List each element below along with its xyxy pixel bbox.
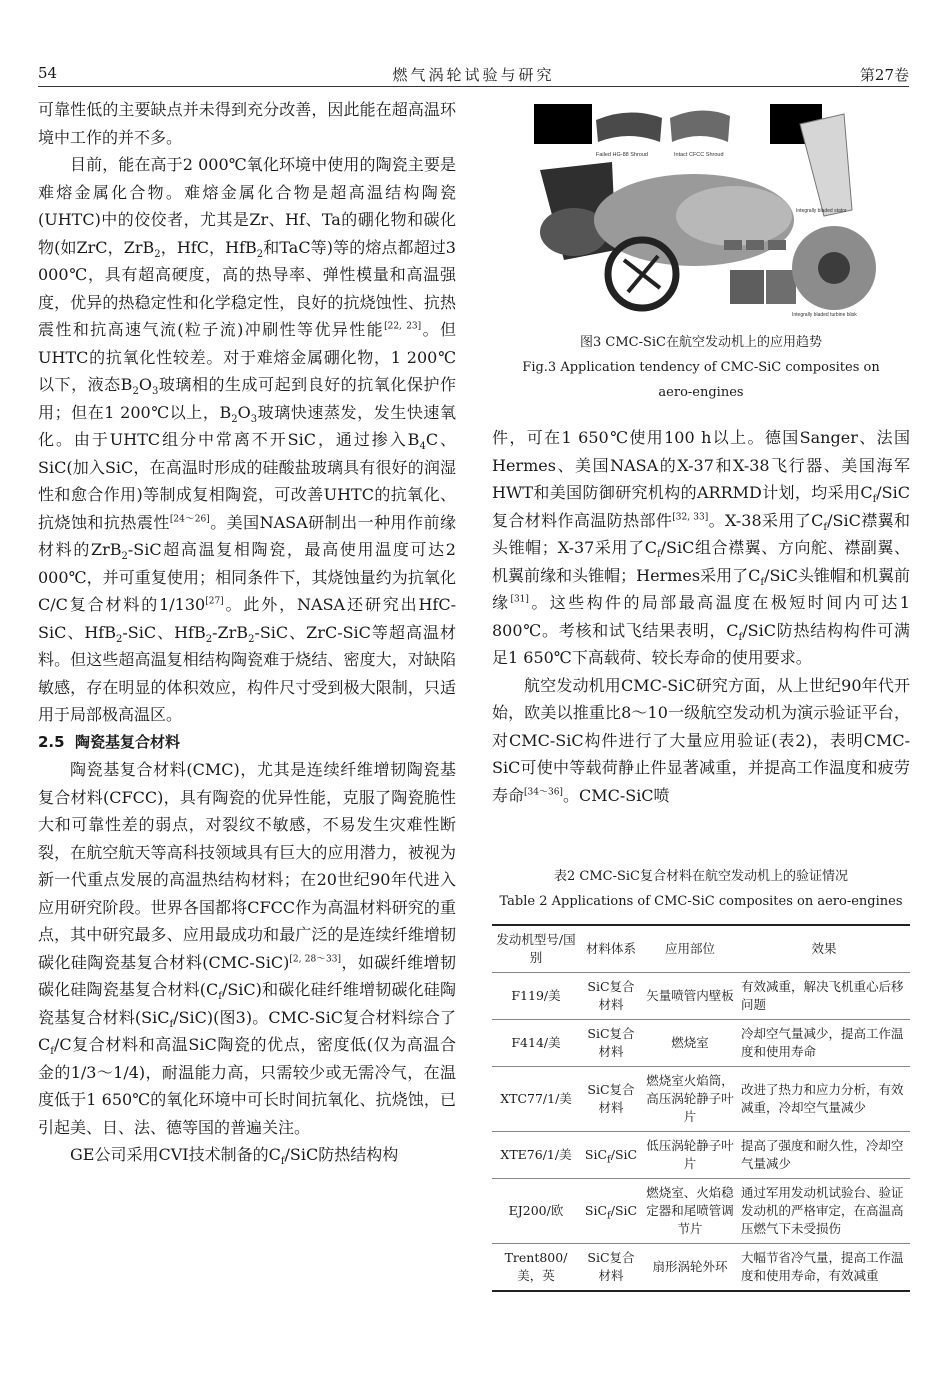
citation: [24～26] (169, 514, 210, 525)
black-box (534, 104, 592, 144)
table-header-row (492, 925, 910, 973)
table-cell: SiC复合材料 (580, 973, 642, 1020)
table-cell: F119/美 (492, 973, 580, 1020)
figure-caption (492, 330, 910, 405)
figure-3-collage (534, 100, 910, 320)
figure-3-image (534, 100, 910, 320)
left-column (38, 96, 456, 1169)
paragraph: 可靠性低的主要缺点并未得到充分改善，因此能在超高温环境中工作的并不多。 (38, 100, 456, 147)
tile-shape (766, 270, 796, 304)
citation: [22, 23] (384, 321, 422, 332)
table-cell: 提高了强度和耐久性，冷却空气量减少 (738, 1132, 910, 1179)
figure-label: Integrally bladed stator (796, 208, 847, 214)
page-number: 54 (38, 64, 58, 82)
failed-shroud-shape (596, 112, 662, 142)
table-cell: 燃烧室 (642, 1020, 738, 1067)
table-cell: XTE76/1/美 (492, 1132, 580, 1179)
table-caption (492, 864, 910, 914)
table-cell: 冷却空气量减少，提高工作温度和使用寿命 (738, 1020, 910, 1067)
figure-label: Failed HG-88 Shroud (596, 152, 648, 158)
paragraph: GE公司采用CVI技术制备的$C_f$/SiC防热结构构 (70, 1145, 399, 1168)
journal-title: 燃气涡轮试验与研究 (392, 66, 555, 84)
paragraph: 目前，能在高于2 000℃氧化环境中使用的陶瓷主要是难熔金属化合物。难熔金属化合物是超高温结构陶瓷(UHTC)中的佼佼者，尤其是Zr、Hf、Ta的硼化物和碳化物(如ZrC，ZrB$_2$，HfC，HfB$_2$和TaC等)等的熔点都超过3 000℃，具有超高硬度，高的热导率、弹性模量和高温强度，优异的热稳定性和化学稳定性，良好的抗烧蚀性、抗热震性和抗高速气流(粒子流)冲刷性等优异性能[22, 23]。但UHTC的抗氧化性较差。对于难熔金属硼化物，1 200℃以下，液态$B_2O_3$玻璃相的生成可起到良好的抗氧化保护作用；但在1 200℃以上，$B_2O_3$玻璃快速蒸发，发生快速氧化。由于UHTC组分中常离不开SiC，通过掺入$B_4C$、SiC(加入SiC，在高温时形成的硅酸盐玻璃具有很好的润湿性和愈合作用)等制成复相陶瓷，可改善UHTC的抗氧化、抗烧蚀和抗热震性[24～26]。美国NASA研制出一种用作前缘材料的ZrB$_2$-SiC超高温复相陶瓷，最高使用温度可达2 000℃，并可重复使用；相同条件下，其烧蚀量约为抗氧化C/C复合材料的1/130[27]。此外，NASA还研究出HfC-SiC、HfB$_2$-SiC、HfB$_2$-ZrB$_2$-SiC、ZrC-SiC等超高温材料。但这些超高温复相结构陶瓷难于烧结、密度大，对缺陷敏感，存在明显的体积效应，构件尺寸受到极大限制，只适用于局部极高温区。 (38, 155, 456, 724)
figure-caption-cn: 图3 CMC-SiC在航空发动机上的应用趋势 (579, 335, 822, 350)
intact-shroud-shape (670, 110, 730, 142)
table-cell: SiC复合材料 (580, 1020, 642, 1067)
table-row (492, 1067, 910, 1132)
section-heading: 2.5 陶瓷基复合材料 (38, 732, 181, 751)
table-cell: SiC复合材料 (580, 1244, 642, 1292)
table-cell: XTC77/1/美 (492, 1067, 580, 1132)
table-caption-en: Table 2 Applications of CMC-SiC composites on aero-engines (499, 894, 903, 909)
table-cell: 燃烧室火焰筒，高压涡轮静子叶片 (642, 1067, 738, 1132)
tile-shape (724, 240, 742, 250)
volume-label: 第27卷 (859, 66, 909, 84)
right-column (492, 424, 910, 809)
table-cell: EJ200/欧 (492, 1179, 580, 1244)
tile-shape (730, 270, 764, 304)
blisk-hub (818, 252, 850, 284)
applications-table (492, 924, 910, 1292)
citation: [31] (510, 594, 529, 605)
table-row (492, 1020, 910, 1067)
table-cell: SiC$_f$/SiC (580, 1132, 642, 1179)
tile-shape (768, 240, 786, 250)
paragraph: 陶瓷基复合材料(CMC)，尤其是连续纤维增韧陶瓷基复合材料(CFCC)，具有陶瓷的优异性能，克服了陶瓷脆性大和可靠性差的弱点，对裂纹不敏感，不易发生灾难性断裂，在航空航天等高科技领域具有巨大的应用潜力，被视为新一代重点发展的高温热结构材料；在20世纪90年代进入应用研究阶段。世界各国都将CFCC作为高温材料研究的重点，其中研究最多、应用最成功和最广泛的是连续纤维增韧碳化硅陶瓷基复合材料(CMC-SiC)[2, 28～33]，如碳纤维增韧碳化硅陶瓷基复合材料$(C_f/SiC)$和碳化硅纤维增韧碳化硅陶瓷基复合材料(SiC$_f$/SiC)(图3)。CMC-SiC复合材料综合了$C_f/C$复合材料和高温SiC陶瓷的优点，密度低(仅为高温合金的1/3～1/4)，耐温能力高，只需较少或无需冷气，在温度低于1 650℃的氧化环境中可长时间抗氧化、抗烧蚀，已引起美、日、法、德等国的普遍关注。 (38, 760, 456, 1137)
table-cell: 低压涡轮静子叶片 (642, 1132, 738, 1179)
table-row (492, 973, 910, 1020)
table-header-cell: 应用部位 (642, 925, 738, 973)
table-cell: 扇形涡轮外环 (642, 1244, 738, 1292)
table-cell: 燃烧室、火焰稳定器和尾喷管调节片 (642, 1179, 738, 1244)
figure-label: Integrally bladed turbine blisk (792, 312, 857, 318)
stator-shape (800, 114, 852, 216)
table-cell: 大幅节省冷气量，提高工作温度和使用寿命，有效减重 (738, 1244, 910, 1292)
tile-shape (746, 240, 764, 250)
ring-spoke (628, 256, 658, 292)
table-row (492, 1179, 910, 1244)
table-cell: SiC复合材料 (580, 1067, 642, 1132)
citation: [32, 33] (672, 512, 709, 523)
table-row (492, 1244, 910, 1292)
table-caption-cn: 表2 CMC-SiC复合材料在航空发动机上的验证情况 (553, 869, 848, 884)
figure-caption-en: Fig.3 Application tendency of CMC-SiC composites on (522, 360, 880, 375)
table-row (492, 1132, 910, 1179)
table-cell: SiC$_f$/SiC (580, 1179, 642, 1244)
citation: [2, 28～33] (289, 954, 341, 965)
table-cell: Trent800/美，英 (492, 1244, 580, 1292)
table-header-cell: 材料体系 (580, 925, 642, 973)
table-header-cell: 发动机型号/国别 (492, 925, 580, 973)
figure-caption-en-2: aero-engines (658, 385, 744, 400)
engine-core-shape (676, 186, 792, 246)
table-cell: 有效减重，解决飞机重心后移问题 (738, 973, 910, 1020)
paragraph: 件，可在1 650℃使用100 h以上。德国Sanger、法国Hermes、美国NASA的X-37和X-38飞行器、美国海军HWT和美国防御研究机构的ARRMD计划，均采用$C_f$/SiC复合材料作高温防热部件[32, 33]。X-38采用了$C_f$/SiC襟翼和头锥帽；X-37采用了$C_f$/SiC组合襟翼、方向舵、襟副翼、机翼前缘和头锥帽；Hermes采用了$C_f$/SiC头锥帽和机翼前缘[31]。这些构件的局部最高温度在极短时间内可达1 800℃。考核和试飞结果表明，$C_f$/SiC防热结构构件可满足1 650℃下高载荷、较长寿命的使用要求。 (492, 428, 910, 667)
paragraph: 航空发动机用CMC-SiC研究方面，从上世纪90年代开始，欧美以推重比8～10一级航空发动机为演示验证平台，对CMC-SiC构件进行了大量应用验证(表2)，表明CMC-SiC可使中等载荷静止件显著减重，并提高工作温度和疲劳寿命[34～36]。CMC-SiC喷 (492, 675, 910, 805)
citation: [34～36] (524, 787, 563, 798)
table-cell: 通过军用发动机试验台、验证发动机的严格审定，在高温高压燃气下未受损伤 (738, 1179, 910, 1244)
table-cell: 矢量喷管内壁板 (642, 973, 738, 1020)
citation: [27] (205, 596, 224, 607)
figure-label: Intact CFCC Shroud (674, 152, 724, 158)
page-header (38, 62, 909, 87)
table-cell: F414/美 (492, 1020, 580, 1067)
table-header-cell: 效果 (738, 925, 910, 973)
table-cell: 改进了热力和应力分析，有效减重，冷却空气量减少 (738, 1067, 910, 1132)
